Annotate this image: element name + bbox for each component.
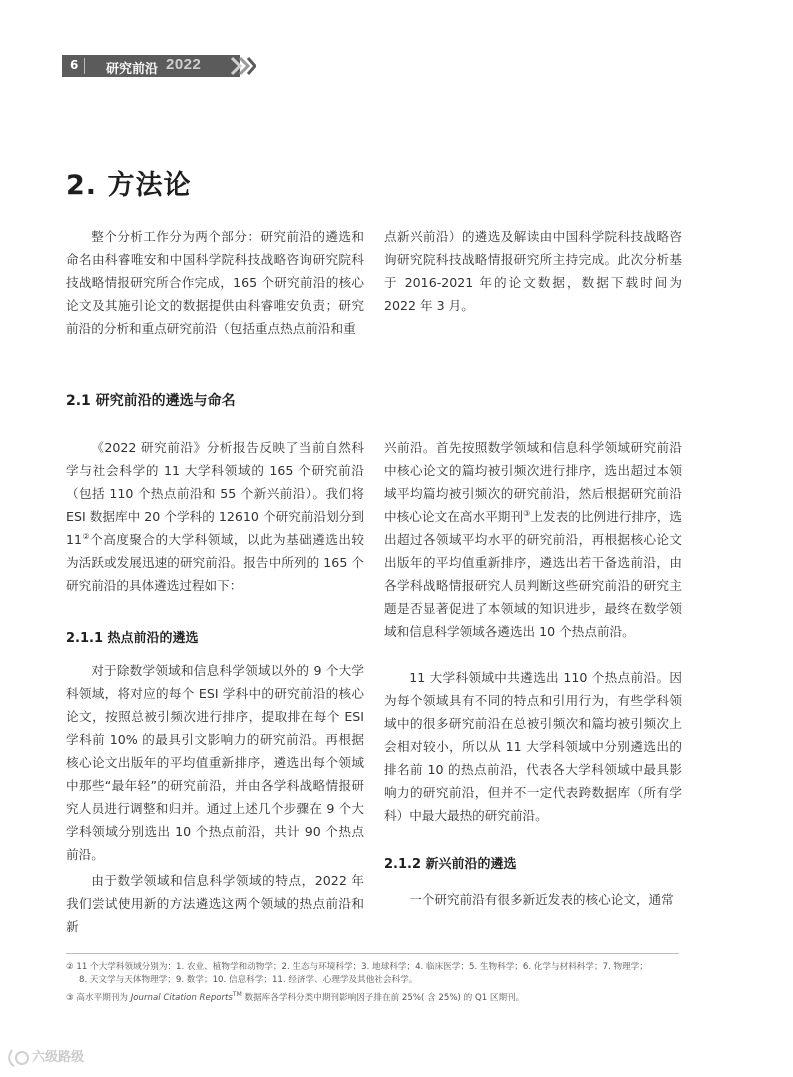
paragraph-text: 上发表的比例进行排序，选出超过各领域平均水平的研究前沿，再根据核心论文出版年的平均值重新排序，遴选出若干备选前沿，由各学科战略情报研究人员判断这些研究前沿的研究主题是否显著促进了本领域的知识进步，最终在数学领域和信息科学领域各遴选出 10 个热点前沿。 (384, 509, 683, 639)
paragraph-hot-fronts-selection: 对于除数学领域和信息科学领域以外的 9 个大学科领域，将对应的每个 ESI 学科中的研究前沿的核心论文，按照总被引频次进行排序，提取排在每个 ESI 学科前 10% 的最具引文影响力的研究前沿。再根据核心论文出版年的平均值重新排序，遴选出每个领域中那些“最年轻”的研究前沿，并由各学科战略情报研究人员进行调整和归并。通过上述几个步骤在 9 个大学科领域分别选出 10 个热点前沿，共计 90 个热点前沿。 (66, 663, 364, 862)
section-title: 2. 方法论 (66, 170, 192, 201)
paragraph-text: 兴前沿。首先按照数学领域和信息科学领域研究前沿中核心论文的篇均被引频次进行排序，选出超过本领域平均篇均被引频次的研究前沿，然后根据研究前沿中核心论文在高水平期刊 (384, 440, 682, 524)
paragraph-hot-fronts-summary: 11 大学科领域中共遴选出 110 个热点前沿。因为每个领域具有不同的特点和引用行为，有些学科领域中的很多研究前沿在总被引频次和篇均被引频次上会相对较小，所以从 11 大学科领域中分别遴选出的排名前 10 的热点前沿，代表各大学科领域中最具影响力的研究前沿，但并不一定代表跨数据库（所有学科）中最大最热的研究前沿。 (384, 670, 682, 823)
footnote-ref-3: ③ (523, 508, 531, 518)
watermark-text: 六级路级 (32, 1050, 85, 1065)
paragraph-emerging-fronts: 一个研究前沿有很多新近发表的核心论文，通常 (409, 892, 674, 907)
watermark-logo-icon (8, 1048, 32, 1068)
page-number: 6 (70, 58, 79, 72)
journal-name: Journal Citation Reports (130, 993, 233, 1003)
footnote-text: 数据库各学科分类中期刊影响因子排在前 25%( 含 25%) 的 Q1 区期刊。 (241, 993, 525, 1003)
footnote-3 (66, 991, 686, 1005)
paragraph-math-info-method (384, 436, 682, 643)
intro-paragraph-right: 点新兴前沿）的遴选及解读由中国科学院科技战略咨询研究院科技战略情报研究所主持完成。此次分析基于 2016-2021 年的论文数据，数据下载时间为 2022 年 3 月。 (384, 229, 682, 313)
footnote-text: ③ 高水平期刊为 (66, 993, 131, 1003)
subsection-title-2-1-1: 2.1.1 热点前沿的遴选 (66, 631, 199, 646)
subsection-title-2-1-2: 2.1.2 新兴前沿的遴选 (384, 857, 517, 872)
footnote-2-line-1: ② 11 个大学科领域分别为：1. 农业、植物学和动物学；2. 生态与环境科学；3. 地球科学；4. 临床医学；5. 生物科学；6. 化学与材料科学；7. 物理学； (66, 962, 648, 972)
header-year: 2022 (166, 56, 202, 73)
header-divider (84, 58, 85, 74)
paragraph-text: 《2022 研究前沿》分析报告反映了当前自然科学与社会科学的 11 大学科领域的 165 个研究前沿（包括 110 个热点前沿和 55 个新兴前沿）。我们将 ESI 数据库中 20 个学科的 12610 个研究前沿划分到 11 (66, 440, 364, 547)
running-header (62, 55, 254, 77)
footnote-ref-2: ② (82, 531, 91, 541)
paragraph-math-info-intro: 由于数学领域和信息科学领域的特点，2022 年我们尝试使用新的方法遴选这两个领域的热点前沿和新 (66, 873, 364, 934)
trademark: TM (232, 991, 242, 999)
header-title: 研究前沿 (106, 62, 159, 77)
chevron-right-icon (230, 56, 256, 76)
subsection-title-2-1: 2.1 研究前沿的遴选与命名 (66, 393, 236, 409)
paragraph-text: 个高度聚合的大学科领域，以此为基础遴选出较为活跃或发展迅速的研究前沿。报告中所列的 165 个研究前沿的具体遴选过程如下： (66, 532, 365, 593)
footnote-divider (66, 953, 679, 954)
paragraph-2-1-overview (66, 436, 364, 597)
footnote-2-line-2: 8. 天文学与天体物理学；9. 数学；10. 信息科学；11. 经济学、心理学及其他社会科学。 (79, 975, 418, 985)
intro-paragraph-left: 整个分析工作分为两个部分：研究前沿的遴选和命名由科睿唯安和中国科学院科技战略咨询研究院科技战略情报研究所合作完成，165 个研究前沿的核心论文及其施引论文的数据提供由科睿唯安负责；研究前沿的分析和重点研究前沿（包括重点热点前沿和重 (66, 229, 364, 336)
